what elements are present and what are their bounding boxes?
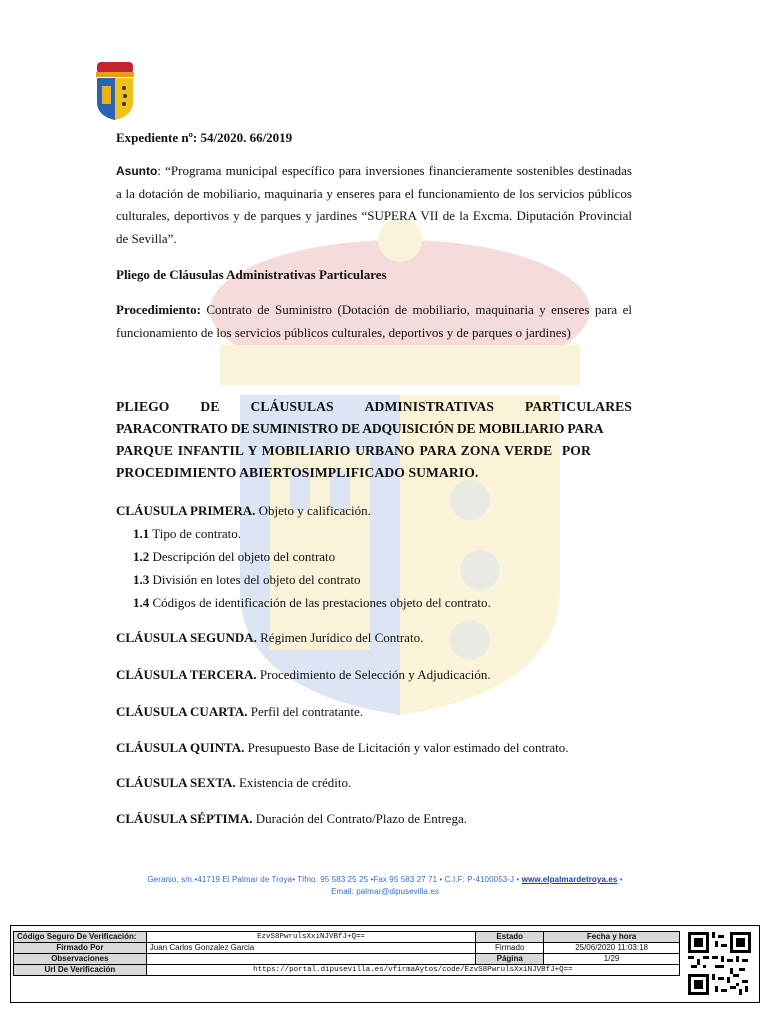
fecha-value: 25/06/2020 11:03:18 xyxy=(544,943,680,954)
subitem-number: 1.2 xyxy=(133,549,150,564)
clause-label: CLÁUSULA PRIMERA. xyxy=(116,503,256,518)
clause-item xyxy=(116,809,467,829)
clause-label: CLÁUSULA SÉPTIMA. xyxy=(116,811,253,826)
codigo-value: EzvS8PwrulsXxiNJVBfJ+Q== xyxy=(146,932,476,943)
title-word: ADMINISTRATIVAS xyxy=(364,399,495,414)
title-line-4: PROCEDIMIENTO ABIERTOSIMPLIFICADO SUMARIO. xyxy=(116,465,479,480)
title-word: DE xyxy=(200,399,220,414)
estado-value: Firmado xyxy=(476,943,544,954)
clause-label: CLÁUSULA CUARTA. xyxy=(116,704,248,719)
clause-label: CLÁUSULA SEXTA. xyxy=(116,775,236,790)
clause-text: Existencia de crédito. xyxy=(235,775,352,790)
pliego-heading: Pliego de Cláusulas Administrativas Particulares xyxy=(116,267,387,282)
municipal-seal-icon xyxy=(93,58,137,122)
estado-label: Estado xyxy=(476,932,544,943)
procedimiento-paragraph xyxy=(116,299,632,344)
footer-email: Email: palmar@dipusevilla.es xyxy=(331,887,439,896)
clause-label: CLÁUSULA TERCERA. xyxy=(116,667,257,682)
clause-text: Presupuesto Base de Licitación y valor estimado del contrato. xyxy=(244,740,569,755)
subitem xyxy=(133,524,241,544)
pagina-label: Página xyxy=(476,954,544,965)
clause-item xyxy=(116,628,423,648)
subitem xyxy=(133,593,491,613)
subitem-text: Descripción del objeto del contrato xyxy=(149,549,336,564)
url-value[interactable]: https://portal.dipusevilla.es/vfirmaAytos/code/EzvS8PwrulsXxiNJVBfJ+Q== xyxy=(146,965,679,976)
clause-item xyxy=(116,738,569,758)
asunto-text: : “Programa municipal específico para inversiones financieramente sostenibles destinadas a la dotación de mobiliario, maquinaria y enseres para el funcionamiento de los servicios públicos culturales, deportivos y de parques y jardines “SUPERA VII de la Excma. Diputación Provincial de Sevilla”. xyxy=(116,163,632,246)
subitem-text: Tipo de contrato. xyxy=(149,526,241,541)
footer-separator: • xyxy=(617,875,623,884)
firmado-label: Firmado Por xyxy=(14,943,147,954)
clause-text: Objeto y calificación. xyxy=(255,503,371,518)
clause-text: Régimen Jurídico del Contrato. xyxy=(256,630,424,645)
clause-item xyxy=(116,773,351,793)
title-line-2: PARACONTRATO DE SUMINISTRO DE ADQUISICIÓN DE MOBILIARIO PARA xyxy=(116,421,604,436)
clause-text: Perfil del contratante. xyxy=(247,704,364,719)
subitem-number: 1.3 xyxy=(133,572,150,587)
footer-address-text: Geranio, s/n.•41719 El Palmar de Troya• Tlfno. 95 583 25 25 •Fax 95 583 27 71 • C.I.F: P-4100053-J • xyxy=(147,875,522,884)
clause-label: CLÁUSULA QUINTA. xyxy=(116,740,245,755)
title-line-3: PARQUE INFANTIL Y MOBILIARIO URBANO PARA ZONA VERDE POR xyxy=(116,443,591,458)
expediente-number: Expediente nº: 54/2020. 66/2019 xyxy=(116,130,293,145)
fecha-label: Fecha y hora xyxy=(544,932,680,943)
asunto-paragraph xyxy=(116,160,632,250)
title-word: PARTICULARES xyxy=(525,399,632,414)
procedimiento-label: Procedimiento: xyxy=(116,302,201,317)
qr-code-icon xyxy=(688,932,751,995)
codigo-label: Código Seguro De Verificación: xyxy=(14,932,147,943)
subitem-number: 1.1 xyxy=(133,526,150,541)
subitem xyxy=(133,570,360,590)
clause-item xyxy=(116,501,371,521)
url-label: Url De Verificación xyxy=(14,965,147,976)
subitem-number: 1.4 xyxy=(133,595,150,610)
clause-text: Duración del Contrato/Plazo de Entrega. xyxy=(252,811,467,826)
website-link[interactable]: www.elpalmardetroya.es xyxy=(521,875,618,884)
footer-address xyxy=(0,875,770,884)
document-title xyxy=(116,396,632,484)
pagina-value: 1/29 xyxy=(544,954,680,965)
asunto-label: Asunto xyxy=(116,164,158,178)
title-word: PLIEGO xyxy=(116,399,170,414)
verification-table xyxy=(13,931,680,976)
subitem-text: Códigos de identificación de las prestaciones objeto del contrato. xyxy=(149,595,491,610)
clause-item xyxy=(116,702,363,722)
subitem-text: División en lotes del objeto del contrato xyxy=(149,572,361,587)
clause-label: CLÁUSULA SEGUNDA. xyxy=(116,630,257,645)
title-word: CLÁUSULAS xyxy=(250,399,334,414)
procedimiento-text: Contrato de Suministro (Dotación de mobiliario, maquinaria y enseres para el funcionamiento de los servicios públicos culturales, deportivos y de parques o jardines) xyxy=(116,302,632,340)
observaciones-value xyxy=(146,954,476,965)
subitem xyxy=(133,547,335,567)
clause-text: Procedimiento de Selección y Adjudicación. xyxy=(256,667,491,682)
title-line-1 xyxy=(116,396,632,418)
clause-item xyxy=(116,665,491,685)
firmado-value: Juan Carlos Gonzalez Garcia xyxy=(146,943,476,954)
observaciones-label: Observaciones xyxy=(14,954,147,965)
